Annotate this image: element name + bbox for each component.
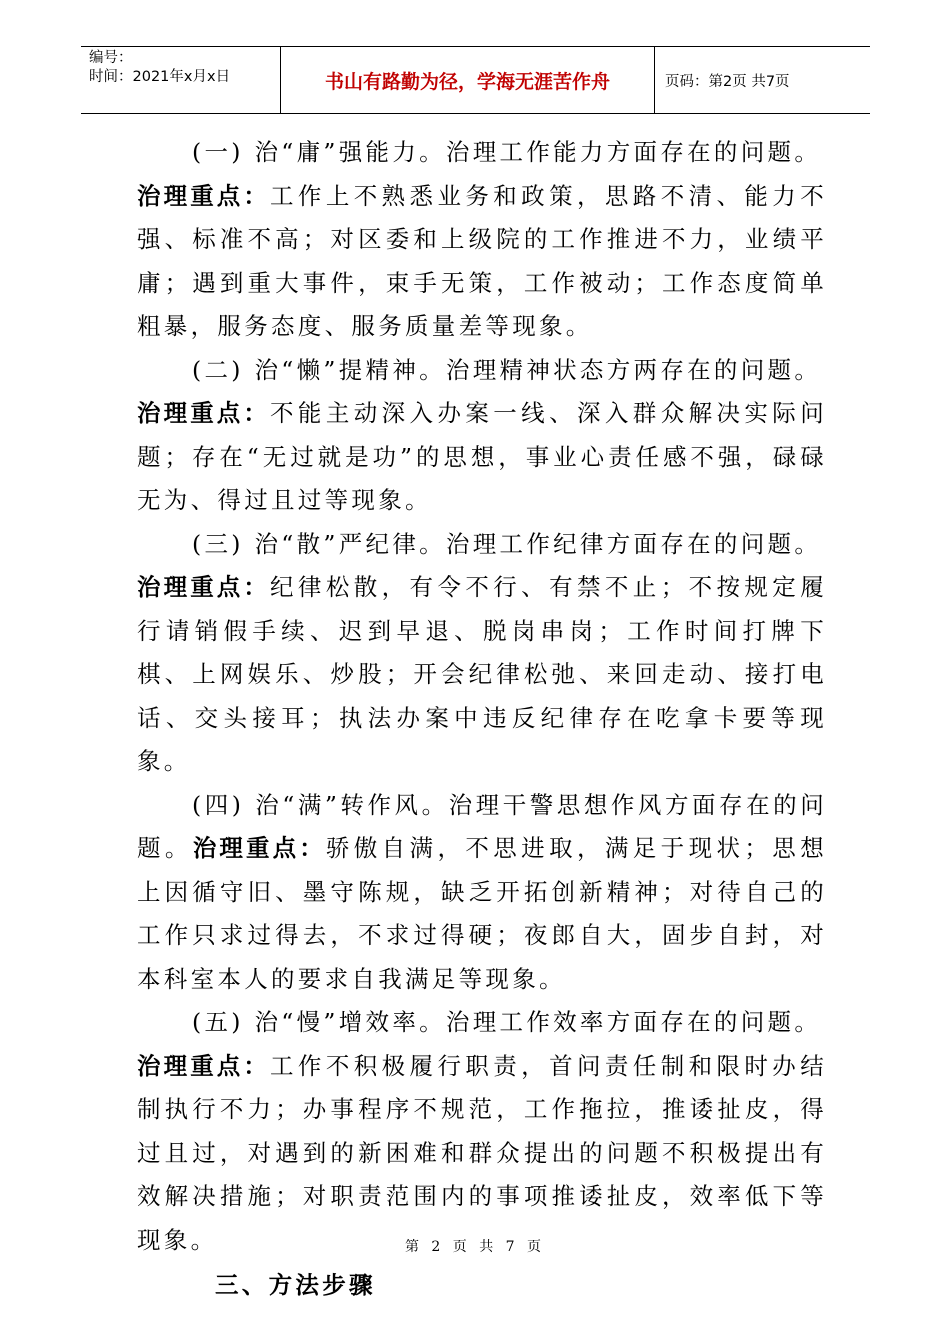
header-meta xyxy=(81,47,281,113)
focus-label: 治理重点： xyxy=(137,399,271,427)
header-page-info: 页码：第2页 共7页 xyxy=(665,73,790,90)
number-label: 编号： xyxy=(89,50,133,66)
section-heading: 三、方法步骤 xyxy=(215,1271,376,1299)
paragraph-focus-1 xyxy=(137,175,827,349)
paragraph-item-3: (三) 治“散”严纪律。治理工作纪律方面存在的问题。 xyxy=(192,529,822,558)
focus-text: 纪律松散，有令不行、有禁不止；不按规定履行请销假手续、迟到早退、脱岗串岗；工作时间打牌下棋、上网娱乐、炒股；开会纪律松弛、来回走动、接打电话、交头接耳；执法办案中违反纪律存在吃拿卡要等现象。 xyxy=(137,573,828,775)
focus-label: 治理重点： xyxy=(137,573,271,601)
paragraph-focus-5 xyxy=(137,1045,827,1263)
document-body xyxy=(137,131,827,1308)
paragraph-item-1: (一) 治“庸”强能力。治理工作能力方面存在的问题。 xyxy=(192,138,822,166)
focus-label: 治理重点： xyxy=(137,1051,271,1080)
focus-label: 治理重点： xyxy=(192,834,326,862)
paragraph-item-4 xyxy=(137,784,827,1002)
focus-text: 工作上不熟悉业务和政策，思路不清、能力不强、标准不高；对区委和上级院的工作推进不力，业绩平庸；遇到重大事件，束手无策，工作被动；工作态度简单粗暴，服务态度、服务质量差等现象。 xyxy=(137,181,828,340)
focus-label: 治理重点： xyxy=(137,181,271,210)
time-label: 时间：2021年x月x日 xyxy=(89,69,231,85)
item-text: (四) 治“满”转作风。治理干警思想作风方面存在的问题。 xyxy=(137,790,827,862)
header-motto: 书山有路勤为径，学海无涯苦作舟 xyxy=(281,47,655,113)
paragraph-focus-3 xyxy=(137,566,827,784)
focus-text: 工作不积极履行职责，首问责任制和限时办结制执行不力；办事程序不规范，工作拖拉，推诿扯皮，得过且过，对遇到的新困难和群众提出的问题不积极提出有效解决措施；对职责范围内的事项推诿扯皮，效率低下等现象。 xyxy=(137,1051,828,1254)
paragraph-focus-2 xyxy=(137,392,827,523)
page-footer: 第 2 页 共 7 页 xyxy=(404,1239,546,1255)
page-header xyxy=(81,46,870,114)
focus-text: 骄傲自满，不思进取，满足于现状；思想上因循守旧、墨守陈规，缺乏开拓创新精神；对待自己的工作只求过得去，不求过得硬；夜郎自大，固步自封，对本科室本人的要求自我满足等现象。 xyxy=(137,834,828,993)
focus-text: 不能主动深入办案一线、深入群众解决实际问题；存在“无过就是功”的思想，事业心责任感不强，碌碌无为、得过且过等现象。 xyxy=(137,399,828,514)
paragraph-item-2: (二) 治“懒”提精神。治理精神状态方两存在的问题。 xyxy=(192,355,822,384)
paragraph-item-5: (五) 治“慢”增效率。治理工作效率方面存在的问题。 xyxy=(192,1008,822,1036)
